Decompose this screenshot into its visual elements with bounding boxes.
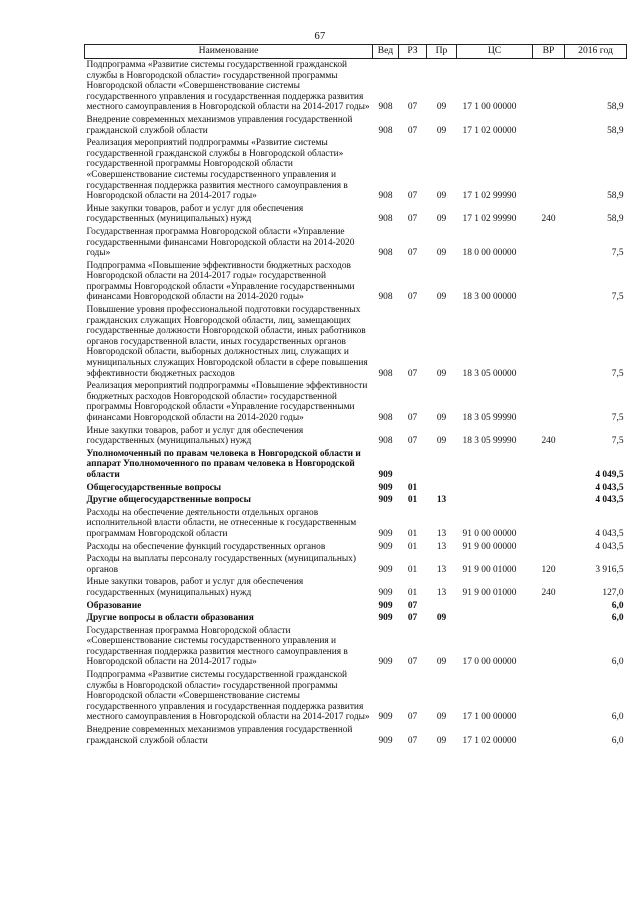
cell-name: Подпрограмма «Развитие системы государственной гражданской службы в Новгородской области» государственной программы Новгородской области «Совершенствование системы государственного управления и государственная поддержка развития местного самоуправления в Новгородской области на 2014-2017 годы»	[86, 60, 370, 113]
cell-sum: 6,0	[611, 712, 624, 723]
cell-pr: 13	[436, 528, 447, 539]
cell-sum: 6,0	[611, 657, 624, 668]
page-number: 67	[314, 31, 326, 42]
cell-name: Другие общегосударственные вопросы	[86, 495, 251, 506]
cell-ved: 909	[378, 564, 393, 575]
cell-name: Иные закупки товаров, работ и услуг для обеспечения государственных (муниципальных) нужд	[86, 203, 304, 225]
cell-pr: 13	[436, 587, 447, 598]
cell-cs: 91 9 00 01000	[462, 587, 517, 598]
cell-name: Другие вопросы в области образования	[86, 613, 254, 624]
cell-vr	[533, 482, 565, 495]
cell-sum: 7,5	[611, 368, 624, 379]
cell-vr	[533, 612, 565, 625]
cell-ved: 909	[378, 587, 393, 598]
table-row	[85, 260, 627, 304]
cell-sum: 7,5	[611, 436, 624, 447]
cell-ved: 909	[378, 712, 393, 723]
cell-name: Образование	[86, 600, 142, 611]
cell-name: Расходы на обеспечение деятельности отдельных органов исполнительной власти области, не отнесенные к государственным программам Новгородской области	[86, 507, 357, 539]
cell-rz: 07	[407, 368, 418, 379]
cell-pr: 13	[436, 541, 447, 552]
cell-sum: 6,0	[611, 600, 624, 611]
cell-ved: 909	[378, 469, 393, 480]
cell-name: Иные закупки товаров, работ и услуг для обеспечения государственных (муниципальных) нужд	[86, 425, 304, 447]
cell-vr: 240	[541, 436, 556, 447]
cell-sum: 6,0	[611, 735, 624, 746]
cell-rz: 07	[407, 191, 418, 202]
cell-sum: 4 049,5	[595, 469, 624, 480]
cell-pr: 09	[436, 191, 447, 202]
cell-ved: 909	[378, 613, 393, 624]
cell-name: Реализация мероприятий подпрограммы «Повышение эффективности бюджетных расходов Новгородской области» государственной программы Новгородской области «Управление государственными финансами Новгородской области на 2014-2020 годы»	[86, 381, 368, 423]
cell-ved: 909	[378, 600, 393, 611]
cell-sum: 4 043,5	[595, 528, 624, 539]
cell-sum: 6,0	[611, 613, 624, 624]
cell-rz: 07	[407, 735, 418, 746]
cell-vr: 240	[541, 587, 556, 598]
cell-ved: 908	[378, 248, 393, 259]
cell-pr: 09	[436, 657, 447, 668]
cell-ved: 909	[378, 528, 393, 539]
table-row	[85, 612, 627, 625]
cell-cs: 18 0 00 00000	[462, 248, 517, 259]
cell-pr: 09	[436, 368, 447, 379]
cell-cs	[457, 482, 533, 495]
table-row	[85, 576, 627, 599]
table-row	[85, 226, 627, 260]
cell-ved: 908	[378, 413, 393, 423]
table-row	[85, 600, 627, 613]
cell-sum: 58,9	[607, 191, 624, 202]
cell-rz: 07	[407, 102, 418, 113]
table-body	[85, 59, 627, 748]
cell-cs: 17 1 02 00000	[462, 125, 517, 136]
table-row	[85, 482, 627, 495]
cell-pr	[427, 600, 457, 613]
cell-sum: 7,5	[611, 292, 624, 303]
cell-pr: 09	[436, 413, 447, 423]
cell-name: Иные закупки товаров, работ и услуг для обеспечения государственных (муниципальных) нужд	[86, 577, 304, 598]
header-ved: Вед	[373, 45, 399, 59]
cell-rz: 01	[407, 587, 418, 598]
cell-name: Внедрение современных механизмов управления государственной гражданской службой области	[86, 725, 353, 746]
table-row	[85, 380, 627, 424]
cell-cs	[457, 448, 533, 482]
table-row	[85, 625, 627, 669]
cell-sum: 7,5	[611, 413, 624, 423]
cell-pr: 09	[436, 735, 447, 746]
cell-cs: 17 1 02 00000	[462, 735, 517, 746]
cell-pr: 09	[436, 248, 447, 259]
table-row	[85, 425, 627, 448]
table-row	[85, 553, 627, 576]
table-row	[85, 137, 627, 203]
cell-vr	[533, 380, 565, 424]
cell-vr	[533, 59, 565, 114]
cell-pr: 09	[436, 292, 447, 303]
cell-ved: 908	[378, 214, 393, 225]
cell-vr	[533, 304, 565, 380]
cell-ved: 909	[378, 495, 393, 506]
cell-name: Внедрение современных механизмов управления государственной гражданской службой области	[86, 114, 353, 136]
cell-rz: 07	[407, 600, 418, 611]
cell-pr: 13	[436, 564, 447, 575]
budget-table-container	[84, 44, 626, 747]
cell-cs: 17 0 00 00000	[462, 657, 517, 668]
cell-vr	[533, 724, 565, 747]
cell-rz: 07	[407, 712, 418, 723]
cell-name: Реализация мероприятий подпрограммы «Развитие системы государственной гражданской службы в Новгородской области» государственной программы Новгородской области «Совершенствование системы государственного управления и государственная поддержка развития местного самоуправления в Новгородской области на 2014-2017 годы»	[86, 138, 348, 202]
cell-rz: 07	[407, 657, 418, 668]
cell-vr: 240	[541, 214, 556, 225]
cell-vr	[533, 625, 565, 669]
table-row	[85, 59, 627, 114]
cell-ved: 909	[378, 657, 393, 668]
cell-pr: 09	[436, 102, 447, 113]
cell-name: Общегосударственные вопросы	[86, 482, 222, 493]
header-name: Наименование	[85, 45, 373, 59]
cell-cs: 91 0 00 00000	[462, 528, 517, 539]
cell-vr	[533, 507, 565, 541]
table-row	[85, 669, 627, 724]
cell-rz: 01	[407, 564, 418, 575]
cell-rz: 07	[407, 248, 418, 259]
header-sum: 2016 год	[565, 45, 627, 59]
cell-cs: 18 3 05 00000	[462, 368, 517, 379]
cell-rz: 07	[407, 436, 418, 447]
cell-rz	[399, 448, 427, 482]
cell-name: Расходы на обеспечение функций государственных органов	[86, 541, 326, 552]
cell-sum: 58,9	[607, 102, 624, 113]
cell-name: Повышение уровня профессиональной подготовки государственных гражданских служащих Новгородской области, лиц, замещающих государственные должности Новгородской области, иных работников органов государственной власти, иных государственных органов Новгородской области, выборных должностных лиц, служащих и муниципальных служащих Новгородской области в сфере повышения эффективности бюджетных расходов	[86, 305, 368, 379]
cell-cs: 18 3 00 00000	[462, 292, 517, 303]
cell-rz: 07	[407, 613, 418, 624]
cell-sum: 4 043,5	[595, 482, 624, 493]
cell-ved: 909	[378, 735, 393, 746]
table-row	[85, 448, 627, 482]
cell-pr: 09	[436, 712, 447, 723]
cell-vr	[533, 448, 565, 482]
cell-cs: 17 1 00 00000	[462, 102, 517, 113]
cell-ved: 909	[378, 482, 393, 493]
cell-vr	[533, 669, 565, 724]
cell-sum: 4 043,5	[595, 541, 624, 552]
cell-rz: 07	[407, 413, 418, 423]
cell-ved: 908	[378, 125, 393, 136]
cell-cs: 17 1 02 99990	[462, 191, 517, 202]
header-pr: Пр	[427, 45, 457, 59]
cell-sum: 58,9	[607, 125, 624, 136]
cell-vr	[533, 137, 565, 203]
cell-rz: 01	[407, 495, 418, 506]
cell-cs: 91 9 00 01000	[462, 564, 517, 575]
cell-name: Расходы на выплаты персоналу государственных (муниципальных) органов	[86, 554, 356, 575]
cell-ved: 909	[378, 541, 393, 552]
cell-cs	[457, 494, 533, 507]
cell-pr: 09	[436, 613, 447, 624]
table-row	[85, 304, 627, 380]
cell-rz: 07	[407, 292, 418, 303]
cell-vr: 120	[541, 564, 556, 575]
cell-cs	[457, 612, 533, 625]
cell-vr	[533, 541, 565, 554]
cell-vr	[533, 260, 565, 304]
cell-vr	[533, 600, 565, 613]
cell-pr: 09	[436, 125, 447, 136]
cell-pr: 13	[436, 495, 447, 506]
cell-pr	[427, 482, 457, 495]
cell-sum: 58,9	[607, 214, 624, 225]
cell-rz: 07	[407, 214, 418, 225]
cell-cs: 17 1 00 00000	[462, 712, 517, 723]
cell-ved: 908	[378, 191, 393, 202]
cell-name: Государственная программа Новгородской области «Управление государственными финансами Новгородской области на 2014-2020 годы»	[86, 226, 355, 259]
cell-name: Государственная программа Новгородской области «Совершенствование системы государственного управления и государственная поддержка развития местного самоуправления в Новгородской области на 2014-2017 годы»	[86, 625, 348, 668]
cell-vr	[533, 114, 565, 137]
header-row	[85, 45, 627, 59]
table-row	[85, 494, 627, 507]
cell-name: Подпрограмма «Развитие системы государственной гражданской службы в Новгородской области» государственной программы Новгородской области «Совершенствование системы государственного управления и государственная поддержка развития местного самоуправления в Новгородской области на 2014-2017 годы»	[86, 670, 370, 723]
cell-ved: 908	[378, 368, 393, 379]
cell-sum: 7,5	[611, 248, 624, 259]
table-row	[85, 203, 627, 226]
cell-vr	[533, 494, 565, 507]
cell-pr	[427, 448, 457, 482]
header-cs: ЦС	[457, 45, 533, 59]
cell-name: Подпрограмма «Повышение эффективности бюджетных расходов Новгородской области на 2014-2017 годы» государственной программы Новгородской области «Управление государственными финансами Новгородской области на 2014-2020 годы»	[86, 260, 355, 303]
cell-cs: 91 9 00 00000	[462, 541, 517, 552]
cell-sum: 3 916,5	[595, 564, 624, 575]
table-row	[85, 541, 627, 554]
cell-sum: 127,0	[602, 587, 624, 598]
cell-ved: 908	[378, 292, 393, 303]
cell-cs: 18 3 05 99990	[462, 413, 517, 423]
cell-vr	[533, 226, 565, 260]
cell-pr: 09	[436, 214, 447, 225]
cell-sum: 4 043,5	[595, 495, 624, 506]
header-rz: РЗ	[399, 45, 427, 59]
table-row	[85, 114, 627, 137]
cell-rz: 07	[407, 125, 418, 136]
cell-rz: 01	[407, 541, 418, 552]
cell-cs: 18 3 05 99990	[462, 436, 517, 447]
cell-ved: 908	[378, 102, 393, 113]
table-row	[85, 724, 627, 747]
budget-table	[84, 44, 627, 747]
cell-cs	[457, 600, 533, 613]
table-row	[85, 507, 627, 541]
header-vr: ВР	[533, 45, 565, 59]
cell-name: Уполномоченный по правам человека в Новгородской области и аппарат Уполномоченного по правам человека в Новгородской области	[86, 448, 361, 480]
cell-cs: 17 1 02 99990	[462, 214, 517, 225]
cell-pr: 09	[436, 436, 447, 447]
table-header	[85, 45, 627, 59]
cell-rz: 01	[407, 482, 418, 493]
cell-rz: 01	[407, 528, 418, 539]
cell-ved: 908	[378, 436, 393, 447]
